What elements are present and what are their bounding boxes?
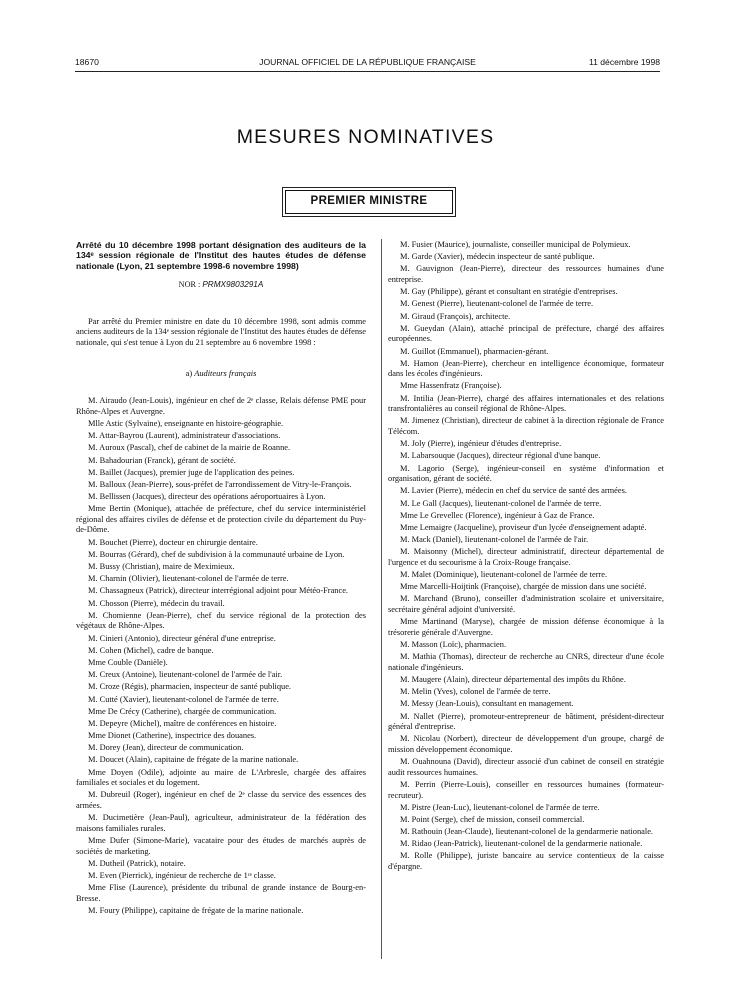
auditor-entry: M. Dutheil (Patrick), notaire.	[88, 858, 186, 868]
page-header	[75, 57, 660, 69]
auditor-entry: M. Chosson (Pierre), médecin du travail.	[88, 598, 225, 608]
auditor-entry: M. Intilia (Jean-Pierre), chargé des affaires internationales et des relations transfrontalières au conseil régional de Rhône-Alpes.	[388, 393, 664, 414]
auditor-entry: Mme Dufer (Simone-Marie), vacataire pour des études de marchés auprès de sociétés de marketing.	[76, 835, 366, 856]
auditor-entry: M. Maisonny (Michel), directeur administratif, directeur départemental de l'urgence et du secourisme à la Croix-Rouge française.	[388, 547, 664, 567]
rubric-title: MESURES NOMINATIVES	[236, 126, 495, 148]
section-prefix: a)	[185, 368, 193, 378]
section-heading	[76, 369, 366, 380]
auditor-list-right	[388, 240, 664, 873]
auditor-entry: M. Nicolau (Norbert), directeur de développement d'un groupe, chargé de mission développement économique.	[388, 734, 664, 754]
auditor-entry: M. Bourras (Gérard), chef de subdivision à la communauté urbaine de Lyon.	[88, 549, 345, 559]
auditor-entry: Mme Flise (Laurence), présidente du tribunal de grande instance de Bourg-en-Bresse.	[76, 883, 366, 903]
auditor-entry: M. Pistre (Jean-Luc), lieutenant-colonel de l'armée de terre.	[400, 802, 600, 812]
auditor-entry: M. Malet (Dominique), lieutenant-colonel de l'armée de terre.	[400, 570, 608, 580]
auditor-entry: M. Balloux (Jean-Pierre), sous-préfet de l'arrondissement de Vitry-le-François.	[88, 479, 352, 489]
auditor-entry: M. Marchand (Bruno), conseiller d'administration scolaire et universitaire, secrétaire général adjoint d'université.	[388, 594, 664, 615]
auditor-entry: M. Gauvignon (Jean-Pierre), directeur des ressources humaines d'une entreprise.	[388, 264, 664, 284]
auditor-entry: M. Bellissen (Jacques), directeur des opérations aéroportuaires à Lyon.	[88, 492, 326, 502]
auditor-entry: Mlle Astic (Sylvaine), enseignante en histoire-géographie.	[88, 418, 284, 428]
nor-label: NOR :	[178, 280, 201, 290]
auditor-entry: M. Mack (Daniel), lieutenant-colonel de l'armée de l'air.	[400, 535, 589, 545]
auditor-entry: Mme Lemaigre (Jacqueline), proviseur d'un lycée d'enseignement adapté.	[400, 522, 647, 532]
auditor-entry: M. Charnin (Olivier), lieutenant-colonel de l'armée de terre.	[88, 574, 289, 584]
auditor-entry: M. Ridao (Jean-Patrick), lieutenant-colonel de la gendarmerie nationale.	[400, 839, 643, 849]
arrete-intro: Par arrêté du Premier ministre en date du 10 décembre 1998, sont admis comme anciens auditeurs de la 134ᵉ session régionale de l'Institut des hautes études de défense nationale, qui s'est tenue à Lyon du 21 septembre au 6 novembre 1998 :	[76, 316, 366, 347]
auditor-entry: M. Ouahnouna (David), directeur associé d'un cabinet de conseil en stratégie audit ressources humaines.	[388, 757, 664, 777]
auditor-entry: M. Bussy (Christian), maire de Meximieux.	[88, 562, 235, 572]
auditor-entry: M. Auroux (Pascal), chef de cabinet de la mairie de Roanne.	[88, 443, 291, 453]
auditor-entry: M. Point (Serge), chef de mission, conseil commercial.	[400, 814, 585, 824]
auditor-entry: M. Cohen (Michel), cadre de banque.	[88, 645, 214, 655]
auditor-entry: M. Bouchet (Pierre), docteur en chirurgie dentaire.	[88, 537, 258, 547]
auditor-entry: M. Chomienne (Jean-Pierre), chef du service régional de la protection des végétaux de Rhône-Alpes.	[76, 610, 366, 631]
auditor-entry: M. Rathouin (Jean-Claude), lieutenant-colonel de la gendarmerie nationale.	[400, 827, 654, 837]
auditor-entry: Mme Hassenfratz (Françoise).	[400, 381, 502, 391]
auditor-list-left	[76, 396, 366, 916]
auditor-entry: M. Fusier (Maurice), journaliste, conseiller municipal de Polymieux.	[400, 240, 631, 249]
auditor-entry: M. Doucet (Alain), capitaine de frégate de la marine nationale.	[88, 755, 299, 765]
auditor-entry: M. Hamon (Jean-Pierre), chercheur en intelligence économique, formateur dans les écoles d'ingénieurs.	[388, 358, 664, 379]
arrete-title: Arrêté du 10 décembre 1998 portant désignation des auditeurs de la 134ᵉ session régionale de l'Institut des hautes études de défense nationale (Lyon, 21 septembre 1998-6 novembre 1998)	[76, 240, 366, 271]
auditor-entry: M. Labarsouque (Jacques), directeur régional d'une banque.	[400, 451, 601, 461]
nor-code: PRMX9803291A	[202, 280, 264, 290]
auditor-entry: Mme Le Grevellec (Florence), ingénieur à Gaz de France.	[400, 510, 595, 520]
auditor-entry: M. Airaudo (Jean-Louis), ingénieur en chef de 2ᵉ classe, Relais défense PME pour Rhône-Alpes et Auvergne.	[76, 396, 366, 416]
section-title: Auditeurs français	[194, 368, 257, 378]
auditor-entry: M. Maugere (Alain), directeur départemental des impôts du Rhône.	[400, 675, 626, 684]
auditor-entry: Mme Marcelli-Hoijtink (Françoise), chargée de mission dans une société.	[400, 582, 647, 592]
auditor-entry: M. Even (Pierrick), ingénieur de recherche de 1ʳᵉ classe.	[88, 870, 276, 880]
auditor-entry: M. Chassagneux (Patrick), directeur interrégional adjoint pour Météo-France.	[88, 586, 349, 596]
auditor-entry: M. Lagorio (Serge), ingénieur-conseil en système d'information et organisation, gérant de société.	[388, 463, 664, 484]
auditor-entry: Mme Doyen (Odile), adjointe au maire de L'Arbresle, chargée des affaires familiales et sociales et du logement.	[76, 767, 366, 788]
auditor-entry: M. Mathia (Thomas), directeur de recherche au CNRS, directeur d'une école nationale d'ingénieurs.	[388, 652, 664, 672]
auditor-entry: M. Rolle (Philippe), juriste bancaire au service contentieux de la caisse d'épargne.	[388, 851, 664, 872]
ministry-box	[282, 187, 456, 217]
auditor-entry: M. Creux (Antoine), lieutenant-colonel de l'armée de l'air.	[88, 670, 283, 680]
header-rule	[75, 71, 660, 72]
issue-date: 11 décembre 1998	[588, 57, 660, 67]
auditor-entry: M. Gueydan (Alain), attaché principal de préfecture, chargé des affaires européennes.	[388, 323, 664, 344]
auditor-entry: M. Attar-Bayrou (Laurent), administrateur d'associations.	[88, 431, 281, 441]
auditor-entry: M. Melin (Yves), colonel de l'armée de terre.	[400, 687, 551, 697]
auditor-entry: M. Masson (Loïc), pharmacien.	[400, 640, 507, 650]
left-column	[76, 240, 366, 918]
auditor-entry: M. Dubreuil (Roger), ingénieur en chef de 2ᵉ classe du service des essences des armées.	[76, 790, 366, 810]
auditor-entry: M. Guillot (Emmanuel), pharmacien-gérant.	[400, 346, 549, 356]
auditor-entry: M. Bahadourian (Franck), gérant de société.	[88, 455, 236, 465]
page-number: 18670	[75, 57, 99, 67]
auditor-entry: M. Genest (Pierre), lieutenant-colonel de l'armée de terre.	[400, 299, 594, 309]
nor-reference	[76, 280, 366, 291]
column-divider	[381, 239, 382, 959]
auditor-entry: M. Croze (Régis), pharmacien, inspecteur de santé publique.	[88, 682, 292, 692]
auditor-entry: M. Messy (Jean-Louis), consultant en management.	[400, 699, 574, 709]
auditor-entry: M. Joly (Pierre), ingénieur d'études d'entreprise.	[400, 439, 562, 449]
auditor-entry: M. Depeyre (Michel), maître de conférences en histoire.	[88, 718, 277, 728]
right-column	[388, 240, 664, 874]
journal-title: JOURNAL OFFICIEL DE LA RÉPUBLIQUE FRANÇAISE	[259, 57, 476, 67]
auditor-entry: M. Lavier (Pierre), médecin en chef du service de santé des armées.	[400, 486, 627, 496]
auditor-entry: M. Baillet (Jacques), premier juge de l'application des peines.	[88, 467, 295, 477]
auditor-entry: M. Jimenez (Christian), directeur de cabinet à la direction régionale de France Télécom.	[388, 416, 664, 437]
auditor-entry: M. Dorey (Jean), directeur de communication.	[88, 743, 244, 753]
auditor-entry: M. Giraud (François), architecte.	[400, 311, 511, 321]
auditor-entry: Mme Couble (Danièle).	[88, 657, 168, 667]
auditor-entry: M. Nallet (Pierre), promoteur-entrepreneur de bâtiment, président-directeur général d'entreprise.	[388, 711, 664, 732]
auditor-entry: M. Cutté (Xavier), lieutenant-colonel de l'armée de terre.	[88, 694, 279, 704]
auditor-entry: M. Foury (Philippe), capitaine de frégate de la marine nationale.	[88, 905, 304, 915]
auditor-entry: M. Ducimetière (Jean-Paul), agriculteur, administrateur de la fédération des maisons familiales rurales.	[76, 813, 366, 833]
auditor-entry: M. Le Gall (Jacques), lieutenant-colonel de l'armée de terre.	[400, 498, 602, 508]
auditor-entry: Mme Bertin (Monique), attachée de préfecture, chef du service interministériel régional des affaires civiles de défense et de protection civile du département du Puy-de-Dôme.	[76, 504, 366, 535]
auditor-entry: Mme Dionet (Catherine), inspectrice des douanes.	[88, 731, 257, 741]
auditor-entry: Mme Martinand (Maryse), chargée de mission défense économique à la trésorerie générale d'Auvergne.	[388, 617, 664, 637]
auditor-entry: M. Gay (Philippe), gérant et consultant en stratégie d'entreprises.	[400, 287, 618, 297]
auditor-entry: Mme De Crécy (Catherine), chargée de communication.	[88, 706, 277, 716]
auditor-entry: M. Garde (Xavier), médecin inspecteur de santé publique.	[400, 252, 595, 262]
ministry-label: PREMIER MINISTRE	[285, 190, 453, 214]
auditor-entry: M. Perrin (Pierre-Louis), conseiller en ressources humaines (formateur-recruteur).	[388, 779, 664, 800]
auditor-entry: M. Cinieri (Antonio), directeur général d'une entreprise.	[88, 633, 276, 643]
